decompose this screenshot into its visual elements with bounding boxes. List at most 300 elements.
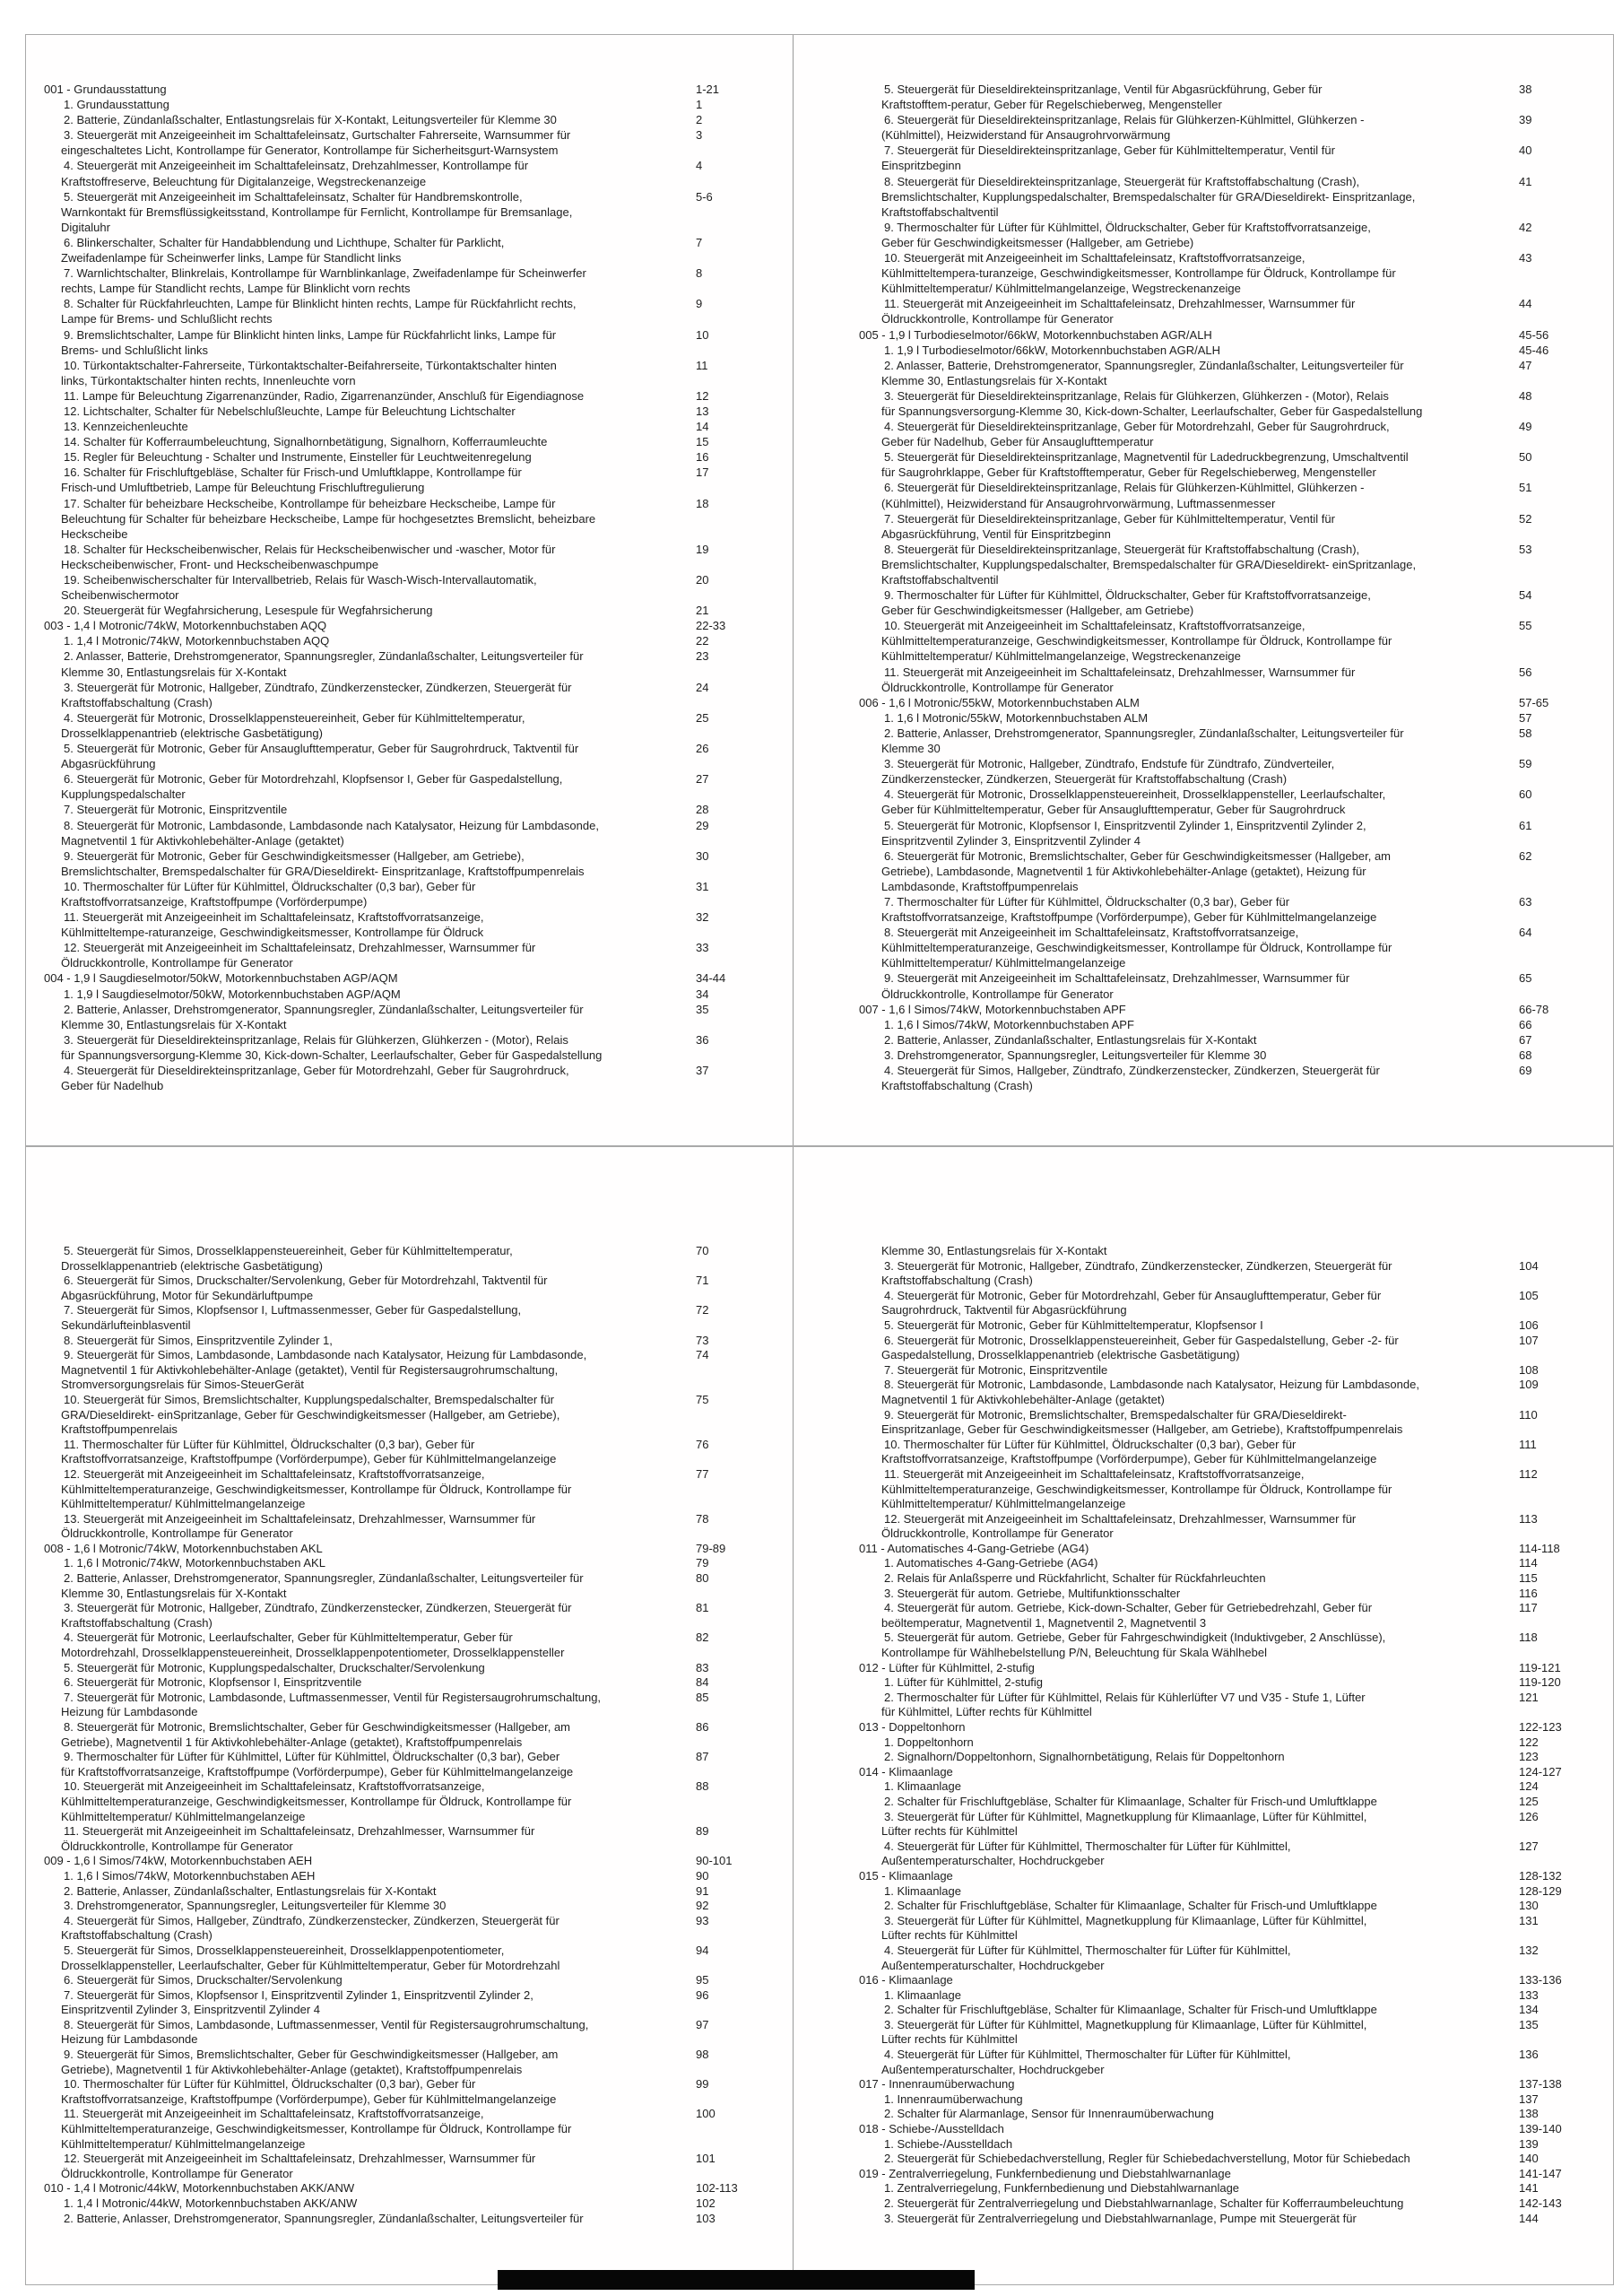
toc-line-text: Außentemperaturschalter, Hochdruckgeber — [881, 1854, 1105, 1868]
toc-line — [26, 2048, 1613, 2063]
toc-line — [26, 204, 1613, 220]
toc-line-text: 9. Thermoschalter für Lüfter für Kühlmittel, Lüfter für Kühlmittel, Öldruckschalter (0,3 bar), Geber — [64, 1750, 560, 1764]
page-number-ref: 75 — [696, 1392, 709, 1406]
toc-line-text: 2. Signalhorn/Doppeltonhorn, Signalhornbetätigung, Relais für Doppeltonhorn — [884, 1750, 1285, 1764]
toc-line-text: 7. Steuergerät für Motronic, Lambdasonde, Luftmassenmesser, Ventil für Registersaugrohrumschaltung, — [64, 1690, 602, 1704]
toc-line — [26, 296, 1613, 311]
page-number-ref: 80 — [696, 1571, 709, 1586]
toc-line-text: Kraftstoffabschaltung (Crash) — [61, 1928, 213, 1943]
toc-section-heading — [26, 2122, 1613, 2137]
toc-line — [26, 158, 1613, 173]
toc-line — [26, 1646, 1613, 1661]
page-number-ref: 138 — [1519, 2107, 1539, 2121]
toc-line — [26, 1587, 1613, 1602]
page-number-ref: 144 — [1519, 2211, 1539, 2225]
toc-line — [26, 572, 1613, 587]
toc-line-text: 19. Scheibenwischerschalter für Intervallbetrieb, Relais für Wasch-Wisch-Intervallautomatik, — [64, 573, 537, 587]
page-number-ref: 79-89 — [696, 1541, 726, 1555]
page-number-ref: 89 — [696, 1824, 709, 1839]
page-number-ref: 5-6 — [696, 189, 713, 204]
toc-line-text: 2. Batterie, Anlasser, Drehstromgenerator, Spannungsregler, Zündanlaßschalter, Leitungsverteiler für — [884, 726, 1404, 740]
toc-line-text: Lüfter rechts für Kühlmittel — [881, 2032, 1018, 2047]
toc-line — [26, 848, 1613, 864]
page-number-ref: 27 — [696, 772, 709, 787]
toc-line — [26, 1928, 1613, 1944]
toc-line-text: Kraftstoffvorratsanzeige, Kraftstoffpumpe (Vorförderpumpe), Geber für Kühlmittelmangelanzeige — [881, 1452, 1377, 1466]
toc-section-heading — [26, 2077, 1613, 2092]
toc-section-heading — [26, 2167, 1613, 2182]
page-number-ref: 53 — [1519, 542, 1532, 556]
toc-line-text: Geber für Nadelhub, Geber für Ansauglufttemperatur — [881, 435, 1154, 449]
toc-line-text: 6. Blinkerschalter, Schalter für Handabblendung und Lichthupe, Schalter für Parklicht, — [64, 235, 505, 249]
toc-line-text: Stromversorgungsrelais für Simos-SteuerGerät — [61, 1378, 304, 1392]
page-number-ref: 102-113 — [696, 2181, 738, 2196]
page-number-ref: 95 — [696, 1973, 709, 1987]
toc-line-text: Kühlmitteltempera-turanzeige, Geschwindigkeitsmesser, Kontrollampe für Öldruck, Kontrollampe für — [881, 266, 1396, 281]
toc-line-text: Heizung für Lambdasonde — [61, 1705, 198, 1719]
toc-line — [26, 1884, 1613, 1900]
toc-line-text: 4. Steuergerät für Lüfter für Kühlmittel, Thermoschalter für Lüfter für Kühlmittel, — [884, 1943, 1291, 1957]
toc-line-text: 7. Steuergerät für Dieseldirekteinspritzanlage, Geber für Kühlmitteltemperatur, Ventil für — [884, 511, 1335, 526]
toc-line-text: Magnetventil 1 für Aktivkohlebehälter-Anlage (getaktet) — [881, 1392, 1165, 1406]
toc-line — [26, 2137, 1613, 2152]
toc-line-text: 1. Klimaanlage — [884, 1987, 961, 2002]
toc-line — [26, 557, 1613, 572]
page-number-ref: 141-147 — [1519, 2166, 1562, 2180]
toc-line-text: Kraftstoffreserve, Beleuchtung für Digitalanzeige, Wegstreckenanzeige — [61, 174, 427, 188]
page-number-ref: 16 — [696, 450, 709, 465]
page-number-ref: 88 — [696, 1779, 709, 1794]
page-number-ref: 74 — [696, 1348, 709, 1362]
toc-line — [26, 496, 1613, 511]
toc-section-heading — [26, 327, 1613, 343]
toc-line-text: 2. Batterie, Anlasser, Zündanlaßschalter, Entlastungsrelais für X-Kontakt — [64, 1883, 437, 1898]
toc-line — [26, 970, 1613, 986]
page-number-ref: 36 — [696, 1032, 709, 1047]
toc-line — [26, 771, 1613, 787]
toc-line — [26, 680, 1613, 695]
toc-line-text: 9. Steuergerät für Simos, Bremslichtschalter, Geber für Geschwindigkeitsmesser (Hallgeber, am — [64, 2048, 559, 2062]
toc-line — [26, 1244, 1613, 1259]
toc-line-text: 3. Steuergerät für autom. Getriebe, Multifunktionsschalter — [884, 1586, 1181, 1600]
page-number-ref: 87 — [696, 1750, 709, 1764]
toc-line-text: 2. Relais für Anlaßsperre und Rückfahrlicht, Schalter für Rückfahrleuchten — [884, 1571, 1266, 1586]
toc-line-text: Drosselklappenantrieb (elektrische Gasbetätigung) — [61, 1258, 323, 1273]
page-number-ref: 67 — [1519, 1032, 1532, 1047]
toc-line-text: 5. Steuergerät für Simos, Drosselklappensteuereinheit, Drosselklappenpotentiometer, — [64, 1943, 505, 1957]
toc-line-text: 12. Steuergerät mit Anzeigeeinheit im Schalttafeleinsatz, Drehzahlmesser, Warnsummer für — [64, 941, 536, 955]
toc-line-text: Klemme 30 — [881, 742, 941, 756]
toc-line — [26, 112, 1613, 127]
page-number-ref: 68 — [1519, 1048, 1532, 1062]
toc-line-text: 7. Steuergerät für Simos, Klopfsensor I, Einspritzventil Zylinder 1, Einspritzventil Zylinder 2, — [64, 1987, 533, 2002]
toc-line — [26, 1616, 1613, 1631]
toc-line-text: 8. Steuergerät für Dieseldirekteinspritzanlage, Steuergerät für Kraftstoffabschaltung (Crash), — [884, 542, 1360, 556]
page-number-ref: 73 — [696, 1333, 709, 1347]
toc-line-text: 8. Steuergerät mit Anzeigeeinheit im Schalttafeleinsatz, Kraftstoffvorratsanzeige, — [884, 926, 1299, 940]
page-number-ref: 110 — [1519, 1407, 1538, 1422]
toc-line-text: 017 - Innenraumüberwachung — [859, 2077, 1015, 2092]
page-number-ref: 104 — [1519, 1258, 1539, 1273]
toc-line-text: Kraftstoffvorratsanzeige, Kraftstoffpumpe (Vorförderpumpe) — [61, 894, 368, 909]
toc-line — [26, 1944, 1613, 1959]
page-number-ref: 135 — [1519, 2017, 1539, 2031]
toc-line-text: 4. Steuergerät für Lüfter für Kühlmittel, Thermoschalter für Lüfter für Kühlmittel, — [884, 2048, 1291, 2062]
toc-line-text: 004 - 1,9 l Saugdieselmotor/50kW, Motorkennbuchstaben AGP/AQM — [44, 971, 398, 986]
page-number-ref: 33 — [696, 941, 709, 955]
toc-line-text: rechts, Lampe für Standlicht rechts, Lampe für Blinklicht vorn rechts — [61, 282, 411, 296]
toc-line-text: 10. Steuergerät mit Anzeigeeinheit im Schalttafeleinsatz, Kraftstoffvorratsanzeige, — [884, 619, 1305, 633]
page-number-ref: 18 — [696, 496, 709, 510]
page-number-ref: 61 — [1519, 818, 1532, 832]
toc-section-heading — [26, 1542, 1613, 1557]
toc-line-text: 2. Steuergerät für Zentralverriegelung und Diebstahlwarnanlage, Schalter für Kofferraumbeleuchtung — [884, 2196, 1404, 2210]
toc-line-text: 10. Steuergerät für Simos, Bremslichtschalter, Kupplungspedalschalter, Bremspedalschalter für — [64, 1392, 554, 1406]
page-number-ref: 1-21 — [696, 83, 720, 96]
toc-line — [26, 265, 1613, 281]
toc-line-text: 7. Steuergerät für Motronic, Einspritzventile — [884, 1362, 1108, 1377]
toc-line-text: 4. Steuergerät mit Anzeigeeinheit im Schalttafeleinsatz, Drehzahlmesser, Kontrollampe für — [64, 159, 529, 173]
toc-line-text: 3. Steuergerät für Lüfter für Kühlmittel, Magnetkupplung für Klimaanlage, Lüfter für Kühlmittel, — [884, 1913, 1367, 1927]
toc-line-text: 11. Steuergerät mit Anzeigeeinheit im Schalttafeleinsatz, Drehzahlmesser, Warnsummer für — [64, 1824, 535, 1839]
toc-line — [26, 648, 1613, 664]
toc-line-text: 2. Anlasser, Batterie, Drehstromgenerator, Spannungsregler, Zündanlaßschalter, Leitungsverteiler für — [884, 358, 1404, 372]
toc-line-text: 2. Anlasser, Batterie, Drehstromgenerator, Spannungsregler, Zündanlaßschalter, Leitungsverteiler für — [64, 649, 584, 664]
toc-line — [26, 2107, 1613, 2122]
toc-line-text: 3. Steuergerät für Dieseldirekteinspritzanlage, Relais für Glühkerzen, Glühkerzen - (Motor), Relais — [64, 1032, 568, 1047]
toc-line-text: Einspritzventil Zylinder 3, Einspritzventil Zylinder 4 — [881, 833, 1141, 848]
page-number-ref: 116 — [1519, 1586, 1538, 1600]
toc-line-text: 11. Steuergerät mit Anzeigeeinheit im Schalttafeleinsatz, Kraftstoffvorratsanzeige, — [64, 910, 484, 925]
toc-line-text: Öldruckkontrolle, Kontrollampe für Generator — [61, 2166, 293, 2180]
toc-line-text: Zündkerzenstecker, Zündkerzen, Steuergerät für Kraftstoffabschaltung (Crash) — [881, 772, 1288, 787]
toc-line — [26, 2063, 1613, 2078]
toc-line-text: 1. 1,9 l Saugdieselmotor/50kW, Motorkennbuchstaben AGP/AQM — [64, 987, 401, 1001]
toc-line-text: 10. Türkontaktschalter-Fahrerseite, Türkontaktschalter-Beifahrerseite, Türkontaktschalter hinten — [64, 358, 557, 372]
toc-line-text: Frisch-und Umluftbetrieb, Lampe für Beleuchtung Frischluftregulierung — [61, 481, 425, 495]
toc-line-text: Kühlmitteltemperatur/ Kühlmittelmangelanzeige, Wegstreckenanzeige — [881, 282, 1241, 296]
page-number-ref: 98 — [696, 2048, 709, 2062]
page-number-ref: 103 — [696, 2211, 716, 2225]
page-number-ref: 69 — [1519, 1064, 1532, 1077]
toc-line-text: 3. Steuergerät für Motronic, Hallgeber, Zündtrafo, Zündkerzenstecker, Zündkerzen, Steuergerät für — [64, 1601, 572, 1615]
toc-line — [26, 250, 1613, 265]
toc-line-text: Außentemperaturschalter, Hochdruckgeber — [881, 1958, 1105, 1972]
toc-line-text: Kühlmitteltemperaturanzeige, Geschwindigkeitsmesser, Kontrollampe für Öldruck, Kontrollampe für — [61, 2122, 572, 2136]
toc-line-text: 2. Schalter für Frischluftgebläse, Schalter für Klimaanlage, Schalter für Frisch-und Umluftklappe — [884, 1899, 1377, 1913]
toc-line-text: Abgasrückführung, Motor für Sekundärluftpumpe — [61, 1288, 314, 1302]
toc-line-text: 8. Steuergerät für Motronic, Lambdasonde, Lambdasonde nach Katalysator, Heizung für Lambdasonde, — [884, 1378, 1419, 1392]
toc-line-text: Abgasrückführung, Ventil für Einspritzbeginn — [881, 526, 1111, 541]
toc-line-text: 10. Thermoschalter für Lüfter für Kühlmittel, Öldruckschalter (0,3 bar), Geber für — [64, 2077, 476, 2092]
toc-line-text: 12. Steuergerät mit Anzeigeeinheit im Schalttafeleinsatz, Drehzahlmesser, Warnsummer für — [64, 2152, 536, 2166]
page-number-ref: 126 — [1519, 1809, 1539, 1823]
toc-line-text: Kraftstoffabschaltung (Crash) — [881, 1079, 1033, 1093]
toc-line — [26, 526, 1613, 542]
toc-line-text: 1. Klimaanlage — [884, 1779, 961, 1794]
toc-line — [26, 741, 1613, 756]
toc-line-text: 4. Steuergerät für Simos, Hallgeber, Zündtrafo, Zündkerzenstecker, Zündkerzen, Steuergerät für — [884, 1064, 1380, 1077]
toc-line — [26, 511, 1613, 526]
toc-line — [26, 1289, 1613, 1304]
page-number-ref: 136 — [1519, 2048, 1539, 2062]
toc-line-text: 4. Steuergerät für Lüfter für Kühlmittel, Thermoschalter für Lüfter für Kühlmittel, — [884, 1839, 1291, 1853]
page-number-ref: 21 — [696, 604, 709, 618]
toc-line-text: 4. Steuergerät für Motronic, Drosselklappensteuereinheit, Geber für Kühlmitteltemperatur, — [64, 710, 525, 725]
toc-section-heading — [26, 1869, 1613, 1884]
toc-line-text: 3. Steuergerät für Lüfter für Kühlmittel, Magnetkupplung für Klimaanlage, Lüfter für Kühlmittel, — [884, 2017, 1367, 2031]
toc-line — [26, 1274, 1613, 1289]
page-number-ref: 66 — [1519, 1017, 1532, 1031]
toc-line — [26, 235, 1613, 250]
toc-line-text: 13. Steuergerät mit Anzeigeeinheit im Schalttafeleinsatz, Drehzahlmesser, Warnsummer für — [64, 1511, 536, 1526]
toc-line — [26, 2003, 1613, 2018]
toc-line-text: Kraftstoffvorratsanzeige, Kraftstoffpumpe (Vorförderpumpe), Geber für Kühlmittelmangelanzeige — [61, 2092, 557, 2106]
page-number-ref: 90 — [696, 1868, 709, 1883]
page-number-ref: 117 — [1519, 1601, 1538, 1615]
toc-line-text: Öldruckkontrolle, Kontrollampe für Generator — [881, 680, 1114, 694]
toc-line-text: 2. Batterie, Anlasser, Drehstromgenerator, Spannungsregler, Zündanlaßschalter, Leitungsverteiler für — [64, 1002, 584, 1016]
toc-line-text: 11. Lampe für Beleuchtung Zigarrenanzünder, Radio, Zigarrenanzünder, Anschluß für Eigendiagnose — [64, 388, 585, 403]
page-number-ref: 28 — [696, 803, 709, 817]
toc-line-text: 6. Steuergerät für Motronic, Klopfsensor I, Einspritzventile — [64, 1675, 362, 1690]
toc-line — [26, 1750, 1613, 1765]
page-number-ref: 14 — [696, 420, 709, 434]
page-number-ref: 12 — [696, 388, 709, 403]
page-number-ref: 108 — [1519, 1362, 1539, 1377]
toc-line-text: 008 - 1,6 l Motronic/74kW, Motorkennbuchstaben AKL — [44, 1541, 323, 1555]
toc-line-text: 4. Steuergerät für Dieseldirekteinspritzanlage, Geber für Motordrehzahl, Geber für Saugrohrdruck, — [884, 420, 1390, 434]
page-number-ref: 22 — [696, 634, 709, 648]
toc-line-text: 9. Steuergerät für Simos, Lambdasonde, Lambdasonde nach Katalysator, Heizung für Lambdasonde, — [64, 1348, 587, 1362]
toc-line-text: 2. Thermoschalter für Lüfter für Kühlmittel, Relais für Kühlerlüfter V7 und V35 - Stufe 1, Lüfter — [884, 1690, 1366, 1704]
page-number-ref: 118 — [1519, 1631, 1538, 1645]
toc-line-text: 1. Grundausstattung — [64, 98, 169, 112]
toc-line-text: Klemme 30, Entlastungsrelais für X-Kontakt — [61, 665, 287, 679]
toc-line-text: eingeschaltetes Licht, Kontrollampe für Generator, Kontrollampe für Sicherheitsgurt-Warnsystem — [61, 144, 559, 158]
toc-line — [26, 1914, 1613, 1929]
page-number-ref: 139 — [1519, 2136, 1539, 2151]
page-number-ref: 66-78 — [1519, 1002, 1549, 1016]
toc-line-text: Getriebe), Magnetventil 1 für Aktivkohlebehälter-Anlage (getaktet), Kraftstoffpumpenrelais — [61, 1735, 523, 1749]
toc-line-text: 6. Steuergerät für Dieseldirekteinspritzanlage, Relais für Glühkerzen-Kühlmittel, Glühkerzen - — [884, 113, 1365, 127]
page-number-ref: 22-33 — [696, 619, 726, 633]
toc-line-text: 7. Steuergerät für Dieseldirekteinspritzanlage, Geber für Kühlmitteltemperatur, Ventil für — [884, 144, 1335, 158]
page-number-ref: 62 — [1519, 848, 1532, 863]
toc-line — [26, 710, 1613, 726]
page-number-ref: 140 — [1519, 2152, 1539, 2166]
toc-line-text: Kühlmitteltemperatur/ Kühlmittelmangelanzeige — [61, 2136, 306, 2151]
toc-line — [26, 955, 1613, 970]
toc-line — [26, 1839, 1613, 1855]
toc-line — [26, 864, 1613, 879]
toc-line — [26, 2092, 1613, 2108]
page-number-ref: 106 — [1519, 1318, 1539, 1332]
toc-line — [26, 2196, 1613, 2212]
toc-line-text: 9. Steuergerät für Motronic, Geber für Geschwindigkeitsmesser (Hallgeber, am Getriebe), — [64, 848, 525, 863]
toc-line — [26, 1452, 1613, 1467]
toc-line-text: (Kühlmittel), Heizwiderstand für Ansaugrohrvorwärmung, Luftmassenmesser — [881, 496, 1276, 510]
toc-line-text: Magnetventil 1 für Aktivkohlebehälter-Anlage (getaktet), Ventil für Registersaugrohrumschaltung, — [61, 1362, 559, 1377]
toc-line-text: 10. Steuergerät mit Anzeigeeinheit im Schalttafeleinsatz, Kraftstoffvorratsanzeige, — [64, 1779, 485, 1794]
page-number-ref: 39 — [1519, 113, 1532, 127]
toc-line — [26, 1422, 1613, 1438]
page-number-ref: 60 — [1519, 787, 1532, 802]
toc-line-text: 6. Steuergerät für Motronic, Bremslichtschalter, Geber für Geschwindigkeitsmesser (Hallgeber, am — [884, 848, 1392, 863]
toc-line — [26, 587, 1613, 603]
toc-line — [26, 787, 1613, 802]
toc-line-text: 2. Schalter für Frischluftgebläse, Schalter für Klimaanlage, Schalter für Frisch-und Umluftklappe — [884, 1794, 1377, 1808]
page-number-ref: 59 — [1519, 757, 1532, 771]
page-number-ref: 84 — [696, 1675, 709, 1690]
toc-line — [26, 1526, 1613, 1542]
toc-line-text: Öldruckkontrolle, Kontrollampe für Generator — [881, 1526, 1114, 1541]
toc-line-text: Kühlmitteltemperaturanzeige, Geschwindigkeitsmesser, Kontrollampe für Öldruck, Kontrollampe für — [881, 634, 1392, 648]
toc-line-text: 2. Schalter für Alarmanlage, Sensor für Innenraumüberwachung — [884, 2107, 1214, 2121]
toc-line-text: 11. Steuergerät mit Anzeigeeinheit im Schalttafeleinsatz, Kraftstoffvorratsanzeige, — [884, 1466, 1305, 1481]
toc-line-text: 3. Drehstromgenerator, Spannungsregler, Leitungsverteiler für Klemme 30 — [64, 1899, 447, 1913]
page-number-ref: 37 — [696, 1064, 709, 1077]
toc-line — [26, 388, 1613, 404]
toc-line-text: Öldruckkontrolle, Kontrollampe für Generator — [881, 312, 1114, 326]
toc-line-text: 009 - 1,6 l Simos/74kW, Motorkennbuchstaben AEH — [44, 1854, 313, 1868]
toc-line — [26, 665, 1613, 680]
toc-line-text: Lampe für Brems- und Schlußlicht rechts — [61, 312, 273, 326]
toc-line-text: 16. Schalter für Frischluftgebläse, Schalter für Frisch-und Umluftklappe, Kontrollampe für — [64, 465, 522, 480]
toc-line-text: Kraftstofftem-peratur, Geber für Regelschieberweg, Mengensteller — [881, 98, 1222, 112]
toc-line — [26, 1795, 1613, 1810]
toc-line-text: 019 - Zentralverriegelung, Funkfernbedienung und Diebstahlwarnanlage — [859, 2166, 1231, 2180]
toc-line-text: Sekundärlufteinblasventil — [61, 1318, 191, 1332]
toc-line-text: Klemme 30, Entlastungsrelais für X-Kontakt — [881, 373, 1107, 387]
toc-line-text: 3. Steuergerät mit Anzeigeeinheit im Schalttafeleinsatz, Gurtschalter Fahrerseite, Warnsummer für — [64, 128, 571, 143]
page-number-ref: 7 — [696, 235, 703, 249]
toc-line-text: 5. Steuergerät für Motronic, Kupplungspedalschalter, Druckschalter/Servolenkung — [64, 1660, 485, 1674]
toc-line-text: 14. Schalter für Kofferraumbeleuchtung, Signalhornbetätigung, Signalhorn, Kofferraumleuchte — [64, 435, 548, 449]
toc-line-text: 7. Steuergerät für Motronic, Einspritzventile — [64, 803, 288, 817]
toc-line — [26, 1497, 1613, 1512]
page-number-ref: 17 — [696, 465, 709, 480]
toc-line-text: 5. Steuergerät mit Anzeigeeinheit im Schalttafeleinsatz, Schalter für Handbremskontrolle, — [64, 189, 523, 204]
toc-line — [26, 1512, 1613, 1527]
toc-line-text: 010 - 1,4 l Motronic/44kW, Motorkennbuchstaben AKK/ANW — [44, 2181, 355, 2196]
toc-line-text: Bremslichtschalter, Kupplungspedalschalter, Bremspedalschalter für GRA/Dieseldirekt- Einspritzanlage, — [881, 189, 1416, 204]
page-number-ref: 54 — [1519, 588, 1532, 603]
toc-line — [26, 542, 1613, 557]
toc-line-text: 9. Steuergerät für Motronic, Bremslichtschalter, Bremspedalschalter für GRA/Dieseldirekt- — [884, 1407, 1347, 1422]
page-number-ref: 56 — [1519, 665, 1532, 679]
page-number-ref: 122 — [1519, 1735, 1539, 1749]
toc-line — [26, 833, 1613, 848]
toc-line — [26, 97, 1613, 112]
toc-line-text: 016 - Klimaanlage — [859, 1973, 953, 1987]
toc-line — [26, 404, 1613, 419]
page-number-ref: 11 — [696, 358, 708, 372]
page2-right-column — [26, 1244, 1613, 2226]
toc-line-text: 8. Steuergerät für Motronic, Bremslichtschalter, Geber für Geschwindigkeitsmesser (Hallgeber, am — [64, 1720, 571, 1734]
page-number-ref: 57-65 — [1519, 695, 1549, 709]
toc-line-text: 1. 1,6 l Simos/74kW, Motorkennbuchstaben AEH — [64, 1868, 316, 1883]
toc-line-text: 7. Steuergerät für Simos, Klopfsensor I, Luftmassenmesser, Geber für Gaspedalstellung, — [64, 1303, 522, 1318]
toc-line-text: 3. Steuergerät für Dieseldirekteinspritzanlage, Relais für Glühkerzen, Glühkerzen - (Motor), Relais — [884, 388, 1389, 403]
toc-line-text: 001 - Grundausstattung — [44, 83, 167, 96]
toc-line-text: Lüfter rechts für Kühlmittel — [881, 1824, 1018, 1839]
toc-line-text: 1. 1,4 l Motronic/44kW, Motorkennbuchstaben AKK/ANW — [64, 2196, 358, 2210]
page-number-ref: 128-132 — [1519, 1868, 1562, 1883]
toc-line — [26, 189, 1613, 204]
toc-line — [26, 1303, 1613, 1318]
page-number-ref: 19 — [696, 542, 709, 556]
toc-line — [26, 1779, 1613, 1795]
toc-line-text: 1. Innenraumüberwachung — [884, 2092, 1023, 2106]
page-number-ref: 32 — [696, 910, 709, 925]
toc-line-text: 2. Batterie, Anlasser, Drehstromgenerator, Spannungsregler, Zündanlaßschalter, Leitungsverteiler für — [64, 1571, 584, 1586]
toc-line-text: Öldruckkontrolle, Kontrollampe für Generator — [61, 1839, 293, 1853]
toc-line-text: 006 - 1,6 l Motronic/55kW, Motorkennbuchstaben ALM — [859, 695, 1140, 709]
toc-line-text: 5. Steuergerät für Dieseldirekteinspritzanlage, Magnetventil für Ladedruckbegrenzung, Umschaltventil — [884, 450, 1409, 465]
page-number-ref: 137 — [1519, 2092, 1539, 2106]
page-number-ref: 127 — [1519, 1839, 1539, 1853]
toc-line — [26, 2181, 1613, 2196]
toc-line-text: Kraftstoffabschaltung (Crash) — [881, 1274, 1033, 1288]
toc-line-text: Einspritzventil Zylinder 3, Einspritzventil Zylinder 4 — [61, 2003, 320, 2017]
toc-line-text: 7. Warnlichtschalter, Blinkrelais, Kontrollampe für Warnblinkanlage, Zweifadenlampe für Scheinwerfer — [64, 266, 586, 281]
toc-line-text: 10. Thermoschalter für Lüfter für Kühlmittel, Öldruckschalter (0,3 bar), Geber für — [884, 1437, 1297, 1451]
page-number-ref: 111 — [1519, 1437, 1537, 1451]
page-number-ref: 94 — [696, 1943, 709, 1957]
toc-line-text: 10. Thermoschalter für Lüfter für Kühlmittel, Öldruckschalter (0,3 bar), Geber für — [64, 879, 476, 893]
page-number-ref: 128-129 — [1519, 1883, 1562, 1898]
page-number-ref: 132 — [1519, 1943, 1539, 1957]
page-number-ref: 25 — [696, 710, 709, 725]
page-number-ref: 48 — [1519, 388, 1532, 403]
toc-line — [26, 465, 1613, 480]
toc-line-text: Kühlmitteltemperatur/ Kühlmittelmangelanzeige — [881, 1497, 1126, 1511]
toc-line — [26, 143, 1613, 158]
toc-line — [26, 1408, 1613, 1423]
toc-line-text: Öldruckkontrolle, Kontrollampe für Generator — [61, 956, 293, 970]
toc-line-text: 12. Steuergerät mit Anzeigeeinheit im Schalttafeleinsatz, Kraftstoffvorratsanzeige, — [64, 1466, 485, 1481]
toc-line — [26, 726, 1613, 741]
toc-line-text: 1. Klimaanlage — [884, 1883, 961, 1898]
toc-line-text: Geber für Geschwindigkeitsmesser (Hallgeber, am Getriebe) — [881, 604, 1194, 618]
page-number-ref: 40 — [1519, 144, 1532, 158]
toc-line-text: Kupplungspedalschalter — [61, 787, 186, 802]
toc-line — [26, 894, 1613, 909]
toc-line-text: 6. Steuergerät für Motronic, Drosselklappensteuereinheit, Geber für Gaspedalstellung, Geber -2- für — [884, 1333, 1399, 1347]
toc-line-text: 1. Doppeltonhorn — [884, 1735, 974, 1749]
page-number-ref: 100 — [696, 2107, 716, 2121]
toc-line-text: Klemme 30, Entlastungsrelais für X-Kontakt — [61, 1586, 287, 1600]
toc-line — [26, 343, 1613, 358]
toc-line-text: Geber für Nadelhub — [61, 1079, 164, 1093]
toc-line-text: Einspritzbeginn — [881, 159, 961, 173]
toc-line-text: 4. Steuergerät für Motronic, Drosselklappensteuereinheit, Drosselklappensteller, Leerlaufschalter, — [884, 787, 1386, 802]
toc-line-text: Kraftstoffvorratsanzeige, Kraftstoffpumpe (Vorförderpumpe), Geber für Kühlmittelmangelanzeige — [881, 910, 1377, 925]
toc-line-text: 5. Steuergerät für Simos, Drosselklappensteuereinheit, Geber für Kühlmitteltemperatur, — [64, 1244, 513, 1257]
toc-line-text: 12. Steuergerät mit Anzeigeeinheit im Schalttafeleinsatz, Drehzahlmesser, Warnsummer für — [884, 1511, 1357, 1526]
toc-line-text: links, Türkontaktschalter hinten rechts, Innenleuchte vorn — [61, 373, 356, 387]
toc-line-text: 1. Schiebe-/Ausstelldach — [884, 2136, 1013, 2151]
scanned-page-1 — [25, 34, 1614, 1146]
toc-line-text: 2. Schalter für Frischluftgebläse, Schalter für Klimaanlage, Schalter für Frisch-und Umluftklappe — [884, 2003, 1377, 2017]
page1-right-column — [26, 82, 1613, 1093]
toc-line-text: 1. Automatisches 4-Gang-Getriebe (AG4) — [884, 1556, 1098, 1570]
toc-line-text: 1. 1,4 l Motronic/74kW, Motorkennbuchstaben AQQ — [64, 634, 330, 648]
toc-line-text: 3. Steuergerät für Lüfter für Kühlmittel, Magnetkupplung für Klimaanlage, Lüfter für Kühlmittel, — [884, 1809, 1367, 1823]
toc-line-text: beöltemperatur, Magnetventil 1, Magnetventil 2, Magnetventil 3 — [881, 1615, 1207, 1630]
toc-line — [26, 1348, 1613, 1363]
